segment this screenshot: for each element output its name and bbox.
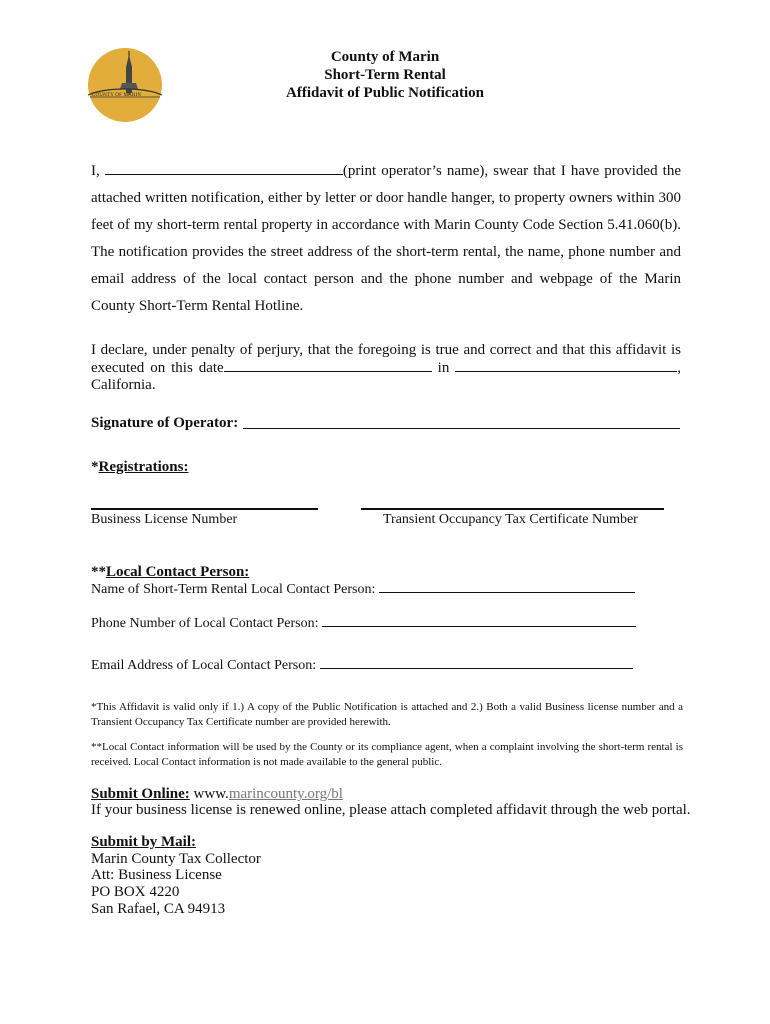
contact-name-row (91, 581, 635, 598)
contact-email-label: Email Address of Local Contact Person: (91, 658, 317, 673)
declaration-paragraph (91, 158, 681, 320)
para2-start: I declare, under penalty of perjury, that the foregoing is true and correct and that this affidavit is executed on this date (91, 342, 681, 376)
date-field[interactable] (224, 359, 432, 372)
perjury-paragraph (91, 342, 681, 394)
operator-name-field[interactable] (105, 162, 343, 175)
para2-comma: , (677, 360, 681, 376)
submit-online-heading: Submit Online: (91, 786, 190, 802)
mail-address-line3: PO BOX 4220 (91, 884, 180, 900)
url-prefix: www. (193, 786, 229, 802)
affidavit-validity-note: *This Affidavit is valid only if 1.) A copy of the Public Notification is attached and 2.) Both a valid Business license number and a Transient Occupancy Tax Certificate number are provided herewith. (91, 701, 683, 728)
mail-address-line2: Att: Business License (91, 867, 222, 883)
para2-end: California. (91, 377, 156, 393)
contact-phone-label: Phone Number of Local Contact Person: (91, 616, 319, 631)
para1-body: (print operator’s name), swear that I have provided the attached written notification, either by letter or door handle hanger, to property owners within 300 feet of my short-term rental property in accordance with Marin County Code Section 5.41.060(b). The notification provides the street address of the short-term rental, the name, phone number and email address of the local contact person and the phone number and webpage of the Marin County Short-Term Rental Hotline. (91, 163, 681, 314)
mail-address-line1: Marin County Tax Collector (91, 851, 261, 867)
contact-name-field[interactable] (379, 582, 635, 593)
local-contact-note: **Local Contact information will be used by the County or its compliance agent, when a complaint involving the short-term rental is received. Local Contact information is not made available to the general public. (91, 741, 683, 768)
page-title: Affidavit of Public Notification (286, 85, 484, 101)
location-field[interactable] (455, 359, 677, 372)
registrations-heading: *Registrations: (91, 459, 189, 475)
title-county: County of Marin (330, 49, 440, 65)
tot-certificate-field[interactable] (361, 508, 664, 510)
logo-caption: COUNTY OF MARIN (92, 93, 142, 98)
contact-phone-row (91, 615, 636, 632)
signature-label: Signature of Operator: (91, 415, 239, 431)
contact-email-field[interactable] (320, 658, 633, 669)
contact-phone-field[interactable] (322, 616, 636, 627)
mail-address-line4: San Rafael, CA 94913 (91, 901, 226, 917)
business-license-label: Business License Number (91, 512, 238, 527)
contact-email-row (91, 657, 633, 674)
submit-mail-heading: Submit by Mail: (91, 834, 197, 850)
title-str: Short-Term Rental (324, 67, 446, 83)
submit-online-text: If your business license is renewed online, please attach completed affidavit through the web portal. (91, 802, 691, 818)
business-license-field[interactable] (91, 508, 318, 510)
para2-in: in (437, 360, 450, 376)
para1-start: I, (91, 163, 100, 179)
contact-name-label: Name of Short-Term Rental Local Contact Person: (91, 582, 376, 597)
marincounty-link[interactable]: marincounty.org/bl (228, 786, 343, 802)
tot-certificate-label: Transient Occupancy Tax Certificate Number (383, 512, 638, 527)
signature-field[interactable] (243, 428, 680, 429)
local-contact-heading: **Local Contact Person: (91, 564, 250, 580)
